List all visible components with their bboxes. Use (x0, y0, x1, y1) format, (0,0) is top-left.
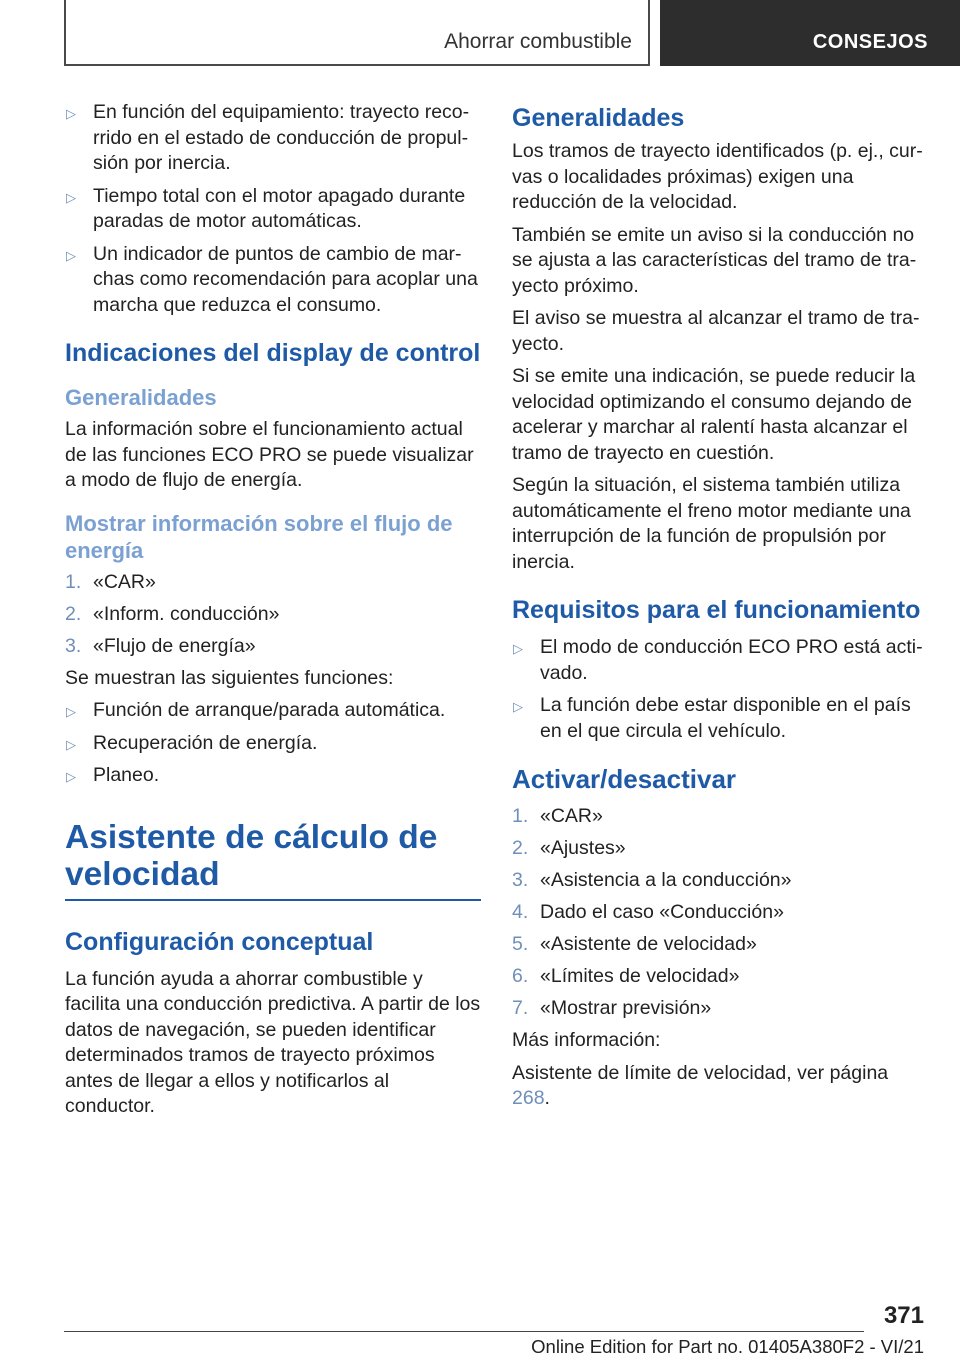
triangle-bullet-icon: ▷ (66, 704, 76, 719)
section-title: Ahorrar combustible (444, 30, 632, 53)
paragraph: Según la situación, el sistema también utiliza automáticamente el freno motor mediante una interrupción de la función de propulsión por inercia. (512, 474, 911, 573)
triangle-bullet-icon: ▷ (513, 699, 523, 714)
list-item: 7. «Mostrar previsión» (512, 997, 712, 1019)
heading-display-control: Indicaciones del display de control (65, 339, 481, 367)
heading-generalidades-right: Generalidades (512, 104, 685, 132)
subheading-flujo-energia: Mostrar información sobre el flujo de energía (65, 510, 453, 563)
list-item: ▷ En función del equipamiento: trayecto recorrido en el estado de conducción de propulsión por inercia. (66, 101, 470, 174)
chapter-title: CONSEJOS (812, 31, 928, 53)
paragraph: El aviso se muestra al alcanzar el tramo de trayecto. (512, 307, 920, 355)
list-item: ▷ Planeo. (65, 763, 481, 789)
footer-divider (64, 1331, 864, 1332)
heading-asistente-calculo: Asistente de cálculo de velocidad (65, 819, 481, 901)
list-item: 1. «CAR» (512, 805, 603, 827)
list-item: ▷ Un indicador de puntos de cambio de marchas como recomendación para acoplar una marcha que reduzca el consumo. (66, 242, 478, 316)
list-item: 2. «Ajustes» (512, 837, 626, 859)
heading-requisitos: Requisitos para el funcionamiento (512, 596, 921, 624)
list-item: 1. «CAR» (65, 570, 156, 593)
bullet-list-requisitos (512, 635, 930, 744)
paragraph: También se emite un aviso si la conducción no se ajusta a las características del tramo de trayecto próximo. (512, 223, 917, 297)
paragraph-configuracion: La función ayuda a ahorrar combustible y facilita una conducción predictiva. A partir de los datos de navegación, se pueden identificar determinados tramos de trayecto próximos antes de llegar a ellos y notificarlos al conductor. (65, 967, 481, 1117)
triangle-bullet-icon: ▷ (66, 736, 76, 752)
paragraph: Si se emite una indicación, se puede reducir la velocidad optimizando el consumo dejando de acelerar y marchar al ralentí hasta alcanzar el tramo de trayecto en cuestión. (512, 365, 916, 464)
left-column (65, 100, 481, 1127)
chapter-tab (660, 0, 960, 66)
steps-flujo (65, 570, 481, 660)
heading-configuracion: Configuración conceptual (65, 927, 374, 956)
paragraph-mas-informacion: Más información: (512, 1029, 661, 1051)
list-item: 2. «Inform. conducción» (65, 602, 280, 625)
heading-activar-desactivar: Activar/desactivar (512, 764, 737, 794)
page-reference-link[interactable]: 268 (512, 1087, 545, 1109)
list-item: ▷ La función debe estar disponible en el país en el que circula el vehículo. (513, 694, 911, 742)
paragraph-reference: Asistente de límite de velocidad, ver página 268. (512, 1061, 889, 1109)
paragraph-generalidades: La información sobre el funcionamiento actual de las funciones ECO PRO se puede visualizar a modo de flujo de energía. (65, 418, 474, 491)
page-number: 371 (883, 1302, 924, 1329)
triangle-bullet-icon: ▷ (66, 189, 76, 205)
list-item: ▷ Función de arranque/parada automática. (65, 698, 481, 724)
running-header-box (64, 0, 650, 66)
list-item: ▷ Tiempo total con el motor apagado durante paradas de motor automáticas. (66, 184, 466, 232)
triangle-bullet-icon: ▷ (66, 247, 76, 263)
triangle-bullet-icon: ▷ (513, 641, 523, 656)
bullet-list-top (65, 100, 481, 318)
triangle-bullet-icon: ▷ (66, 769, 76, 784)
bullet-list-funciones (65, 698, 481, 789)
paragraph-funciones: Se muestran las siguientes funciones: (65, 666, 394, 689)
list-item: ▷ Recuperación de energía. (65, 731, 481, 757)
list-item: 3. «Flujo de energía» (65, 634, 256, 657)
edition-note: Online Edition for Part no. 01405A380F2 - VI/21 (531, 1336, 924, 1357)
list-item: 4. Dado el caso «Conducción» (512, 901, 784, 923)
list-item: 5. «Asistente de velocidad» (512, 933, 757, 955)
list-item: 3. «Asistencia a la conducción» (512, 869, 792, 891)
triangle-bullet-icon: ▷ (66, 106, 76, 121)
subheading-generalidades: Generalidades (65, 385, 217, 410)
list-item: 6. «Límites de velocidad» (512, 965, 740, 987)
paragraph: Los tramos de trayecto identificados (p. ej., curvas o localidades próximas) exigen una reducción de la velocidad. (512, 140, 923, 213)
steps-activar (512, 804, 930, 1022)
right-column (512, 100, 930, 1119)
list-item: ▷ El modo de conducción ECO PRO está activado. (513, 636, 923, 684)
